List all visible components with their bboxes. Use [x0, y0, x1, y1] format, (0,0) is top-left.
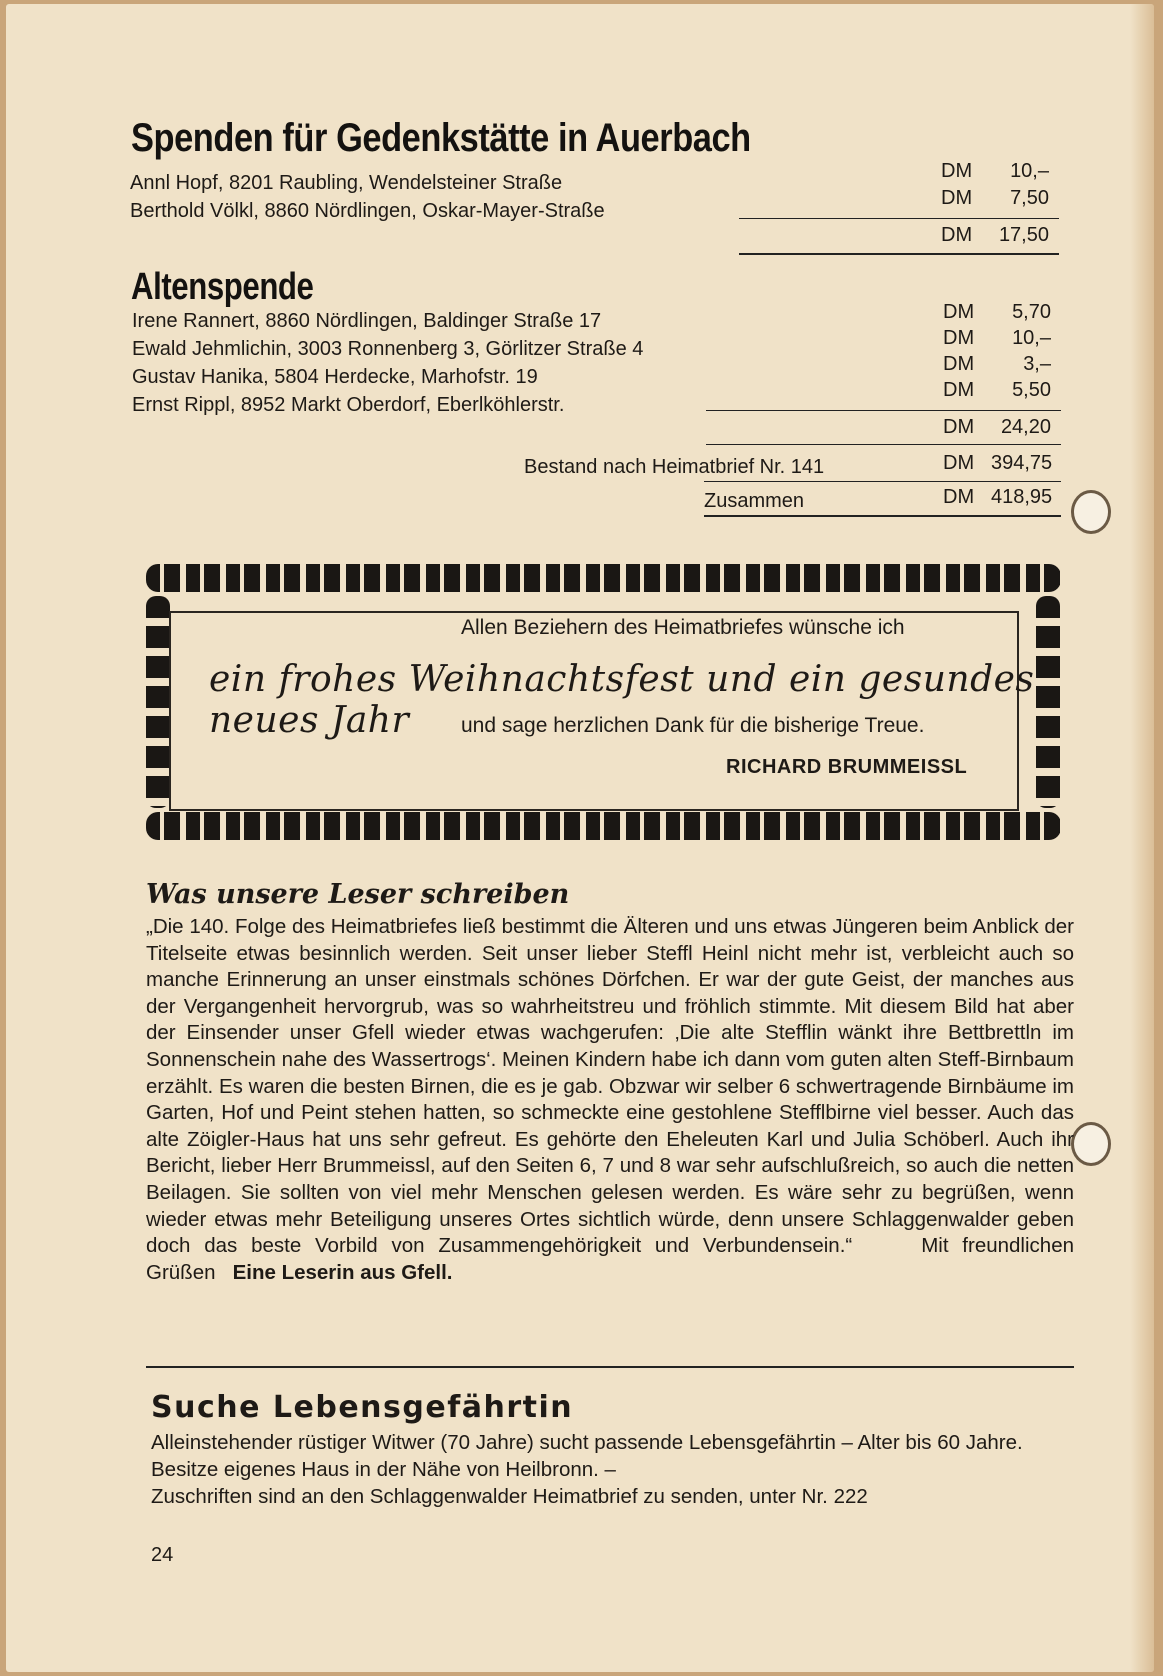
- amount-value: 10,–: [1010, 160, 1049, 182]
- amount-value: 3,–: [1023, 353, 1051, 375]
- punch-hole-top: [1071, 490, 1111, 534]
- amount-value: 5,50: [1012, 379, 1051, 401]
- amount-value: 17,50: [998, 224, 1049, 246]
- donation-amount: [941, 160, 1049, 183]
- classified-text: [151, 1429, 1076, 1510]
- classified-line: Alleinstehender rüstiger Witwer (70 Jahre) sucht passende Lebensgefährtin – Alter bis 60 Jahre. Besitze eigenes Haus in der Nähe von Heilbronn. –: [151, 1431, 1023, 1481]
- sum-amount: [943, 486, 1051, 509]
- ornament-border-bottom: [146, 812, 1061, 840]
- currency-label: DM: [943, 353, 975, 375]
- punch-hole-bottom: [1071, 1122, 1111, 1166]
- currency-label: DM: [941, 187, 973, 209]
- donor-line: Berthold Völkl, 8860 Nördlingen, Oskar-Mayer-Straße: [130, 200, 605, 222]
- currency-label: DM: [943, 452, 975, 474]
- amount-value: 394,75: [991, 452, 1053, 474]
- section-rule: [706, 444, 1061, 445]
- amount-value: 24,20: [1000, 416, 1051, 438]
- balance-label: Bestand nach Heimatbrief Nr. 141: [524, 456, 825, 478]
- currency-label: DM: [943, 327, 975, 349]
- letter-body: [146, 914, 1074, 1286]
- sum-rule: [704, 515, 1061, 517]
- amount-value: 7,50: [1010, 187, 1049, 209]
- donation-amount: [943, 379, 1051, 402]
- balance-rule: [704, 481, 1061, 482]
- subtotal-rule: [706, 410, 1061, 411]
- letter-signature: Eine Leserin aus Gfell.: [232, 1260, 453, 1284]
- donor-line: Annl Hopf, 8201 Raubling, Wendelsteiner Straße: [130, 172, 563, 194]
- letters-heading: Was unsere Leser schreiben: [146, 879, 570, 910]
- greeting-thanks: und sage herzlichen Dank für die bisherige Treue.: [461, 714, 925, 737]
- classified-line: Zuschriften sind an den Schlaggenwalder Heimatbrief zu senden, unter Nr. 222: [151, 1485, 868, 1508]
- donation-amount: [943, 327, 1051, 350]
- section-divider: [146, 1366, 1074, 1368]
- letter-closing: Mit freundlichen Grüßen: [146, 1234, 1074, 1284]
- subtotal-rule: [739, 218, 1059, 219]
- document-page: [6, 4, 1154, 1672]
- letter-text: „Die 140. Folge des Heimatbriefes ließ bestimmt die Älteren und uns etwas Jüngeren beim Anblick der Titelseite etwas besinnlich werden. Seit unser lieber Steffl Heinl nicht mehr ist, verbleicht auch so manche Erinnerung an unser einstmals schönes Dörfchen. Er war der gute Geist, der manches aus der Vergangenheit hervorgrub, was so wahrheitstreu und fröhlich stimmte. Mit diesem Bild hat aber der Einsender unser Gfell wieder etwas wachgerufen: ‚Die alte Stefflin wänkt ihre Bettbrettln im Sonnenschein nahe des Wassertrogs‘. Meinen Kindern habe ich dann vom guten alten Steff-Birnbaum erzählt. Es waren die besten Birnen, die es je gab. Obzwar wir selber 6 schwertragende Birnbäume im Garten, Hof und Peint stehen hatten, so schmeckte eine gestohlene Stefflbirne viel besser. Auch das alte Zöigler-Haus hat uns sehr gefreut. Es gehörte den Eheleuten Karl und Julia Schöberl. Auch ihr Bericht, lieber Herr Brummeissl, auf den Seiten 6, 7 und 8 war sehr aufschlußreich, so auch die netten Beilagen. Sie sollten von viel mehr Menschen gelesen werden. Es wäre sehr zu begrüßen, wenn wieder etwas mehr Beteiligung unseres Ortes sichtlich würde, denn unsere Schlaggenwalder geben doch das beste Vorbild von Zusammengehörigkeit und Verbundensein.“: [146, 915, 1074, 1258]
- classified-heading: Suche Lebensgefährtin: [151, 1390, 574, 1425]
- amount-value: 418,95: [991, 486, 1053, 508]
- sum-label: Zusammen: [704, 490, 805, 512]
- ornament-border-left: [146, 596, 170, 808]
- donor-line: Irene Rannert, 8860 Nördlingen, Baldinger Straße 17: [132, 310, 602, 332]
- amount-value: 5,70: [1012, 301, 1051, 323]
- amount-value: 10,–: [1012, 327, 1051, 349]
- page-number: 24: [151, 1544, 174, 1566]
- currency-label: DM: [943, 486, 975, 508]
- memorial-donations-heading: Spenden für Gedenkstätte in Auerbach: [131, 116, 751, 160]
- currency-label: DM: [943, 301, 975, 323]
- greeting-signature: RICHARD BRUMMEISSL: [726, 756, 968, 778]
- elderly-total: [943, 416, 1051, 439]
- memorial-total: [941, 224, 1049, 247]
- donor-line: Gustav Hanika, 5804 Herdecke, Marhofstr. 19: [132, 366, 538, 388]
- page-edge-shadow: [1130, 4, 1154, 1672]
- greeting-intro: Allen Beziehern des Heimatbriefes wünsche ich: [461, 616, 905, 639]
- greeting-main: ein frohes Weihnachtsfest und ein gesundes neues Jahr: [209, 659, 1035, 741]
- total-rule: [739, 253, 1059, 255]
- currency-label: DM: [941, 160, 973, 182]
- currency-label: DM: [943, 416, 975, 438]
- currency-label: DM: [943, 379, 975, 401]
- donor-line: Ernst Rippl, 8952 Markt Oberdorf, Eberlköhlerstr.: [132, 394, 565, 416]
- donation-amount: [943, 301, 1051, 324]
- ornament-border-top: [146, 564, 1061, 592]
- elderly-donations-heading: Altenspende: [131, 266, 314, 308]
- donation-amount: [943, 353, 1051, 376]
- balance-amount: [943, 452, 1051, 475]
- currency-label: DM: [941, 224, 973, 246]
- donation-amount: [941, 187, 1049, 210]
- donor-line: Ewald Jehmlichin, 3003 Ronnenberg 3, Görlitzer Straße 4: [132, 338, 644, 360]
